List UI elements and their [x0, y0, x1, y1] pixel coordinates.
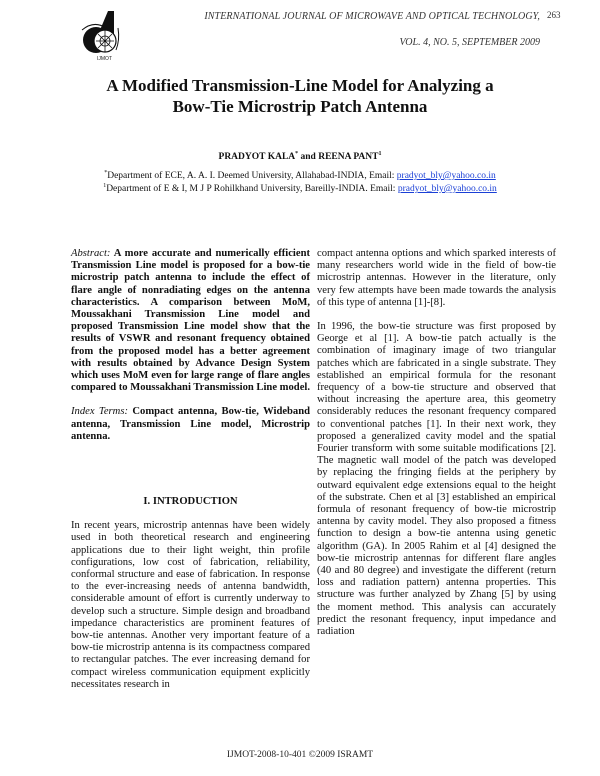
index-terms-label: Index Terms: — [71, 406, 128, 418]
author-conjunction: and — [298, 152, 319, 163]
affiliation-2-text: Department of E & I, M J P Rohilkhand University, Bareilly-INDIA. Email: — [106, 184, 398, 195]
left-column — [71, 248, 310, 691]
affiliation-1-email-link[interactable]: pradyot_bly@yahoo.co.in — [396, 171, 496, 182]
intro-paragraph-2: compact antenna options and which sparked interests of many researchers world wide in the field of bow-tie microstrip antennas. However in the literature, only very few attempts have been made towards the analysis of this type of antenna [1]-[8]. — [317, 248, 556, 308]
affiliation-2 — [0, 183, 600, 194]
abstract-label: Abstract: — [71, 248, 111, 259]
affiliation-2-email-link[interactable]: pradyot_bly@yahoo.co.in — [397, 184, 497, 195]
journal-name: INTERNATIONAL JOURNAL OF MICROWAVE AND OPTICAL TECHNOLOGY, — [204, 11, 540, 22]
title-line-1: A Modified Transmission-Line Model for Analyzing a — [106, 76, 494, 95]
affiliation-2-mark: 1 — [103, 183, 107, 189]
journal-logo — [78, 8, 128, 63]
page-number: 263 — [547, 10, 561, 20]
abstract — [71, 248, 310, 394]
affiliation-1-mark: * — [104, 170, 108, 176]
svg-text:IJMOT: IJMOT — [97, 56, 112, 62]
affiliation-1-text: Department of ECE, A. A. I. Deemed University, Allahabad-INDIA, Email: — [107, 171, 397, 182]
author-1: PRADYOT KALA — [218, 152, 296, 163]
paper-title — [0, 75, 600, 117]
page-footer: IJMOT-2008-10-401 ©2009 ISRAMT — [226, 750, 374, 760]
affiliation-1 — [0, 170, 600, 181]
author-2-mark: 1 — [378, 151, 382, 157]
abstract-text: A more accurate and numerically efficient Transmission Line model is proposed for a bow-tie microstrip patch antenna to include the effect of flare angle of nonradiating edges on the antenna characteristics. A comparison between MoM, Moussakhani Transmission Line model and proposed Transmission Line model show that the results of VSWR and resonant frequency obtained from the proposed model has a better agreement with results obtained by Advance Design System which uses MoM even for large range of flare angles compared to Moussakhani Transmission Line model. — [71, 248, 310, 394]
intro-paragraph-1: In recent years, microstrip antennas have been widely used in both theoretical research and engineering applications due to their light weight, thin profile configurations, low cost of fabrication, reliability, conformal structure and ease of fabrication. In response to the ever-increasing needs of antenna bandwidth, considerable amount of effort is currently underway to develop such a structure. Simple design and broadband impedance characteristics are prominent features of bow-tie antennas. Another very important feature of a bow-tie microstrip antenna is its compactness compared to rectangular patches. The ever increasing demand for compact wireless communication equipment explicitly necessitates research in — [71, 520, 310, 690]
index-terms — [71, 406, 310, 443]
journal-volume: VOL. 4, NO. 5, SEPTEMBER 2009 — [399, 37, 540, 48]
title-line-2: Bow-Tie Microstrip Patch Antenna — [172, 97, 428, 116]
right-column — [317, 248, 556, 638]
author-1-mark: * — [295, 151, 299, 157]
intro-paragraph-3: In 1996, the bow-tie structure was first proposed by George et al [1]. A bow-tie patch actually is the combination of imaginary image of two triangular patches which are fabricated in a single substrate. They established an empirical formula for the resonant frequency of a bow-tie structure and observed that without increasing the aperture area, this geometry considerably reduces the resonant frequency compared to conventional patches [1]. In their next work, they proposed a generalized cavity model and the spatial Fourier transform with some suitable modifications [2]. The magnetic wall model of the patch was developed by replacing the fringing fields at the periphery by outward equivalent edge extensions equal to the height of the substrate. Chen et al [3] established an empirical formula of resonant frequency of bow-tie microstrip antenna by cavity model. They also proposed a fitness function to design a bow-tie antenna using genetic algorithm (GA). In 2005 Rahim et al [4] designed the bow-tie microstrip antennas for different flare angles (40 and 80 degree) and investigate the different (return loss and radiation pattern) antenna properties. This structure was further analyzed by Zhang [5] by using the moment method. This analysis can accurately predict the resonant frequency, input impedance and radiation — [317, 321, 556, 638]
journal-logo-icon — [78, 8, 128, 63]
author-2: REENA PANT — [318, 152, 379, 163]
author-list — [0, 151, 600, 162]
index-terms-text: Compact antenna, Bow-tie, Wideband antenna, Transmission Line model, Microstrip antenna. — [71, 406, 311, 442]
section-heading-introduction: I. INTRODUCTION — [143, 496, 238, 508]
